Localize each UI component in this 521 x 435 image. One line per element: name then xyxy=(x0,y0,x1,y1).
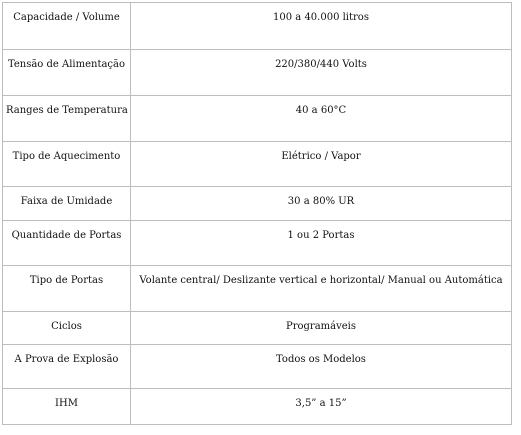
table-row xyxy=(3,221,512,266)
spec-value: Volante central/ Deslizante vertical e horizontal/ Manual ou Automática xyxy=(131,266,512,312)
table-row xyxy=(3,312,512,345)
spec-value: 220/380/440 Volts xyxy=(131,50,512,96)
spec-label: Faixa de Umidade xyxy=(3,187,131,221)
spec-label: IHM xyxy=(3,389,131,425)
spec-value: 3,5” a 15” xyxy=(131,389,512,425)
spec-value: Todos os Modelos xyxy=(131,345,512,389)
specifications-table xyxy=(2,2,512,425)
spec-label: A Prova de Explosão xyxy=(3,345,131,389)
spec-value: Elétrico / Vapor xyxy=(131,142,512,187)
spec-label: Tensão de Alimentação xyxy=(3,50,131,96)
table-row xyxy=(3,50,512,96)
spec-value: 30 a 80% UR xyxy=(131,187,512,221)
spec-label: Quantidade de Portas xyxy=(3,221,131,266)
table-row xyxy=(3,389,512,425)
spec-label: Capacidade / Volume xyxy=(3,3,131,50)
spec-label: Tipo de Aquecimento xyxy=(3,142,131,187)
spec-value: 1 ou 2 Portas xyxy=(131,221,512,266)
table-row xyxy=(3,345,512,389)
table-row xyxy=(3,187,512,221)
spec-label: Ranges de Temperatura xyxy=(3,96,131,142)
table-row xyxy=(3,142,512,187)
spec-value: Programáveis xyxy=(131,312,512,345)
table-row xyxy=(3,266,512,312)
spec-value: 100 a 40.000 litros xyxy=(131,3,512,50)
table-row xyxy=(3,96,512,142)
spec-label: Ciclos xyxy=(3,312,131,345)
table-row xyxy=(3,3,512,50)
spec-value: 40 a 60°C xyxy=(131,96,512,142)
spec-label: Tipo de Portas xyxy=(3,266,131,312)
